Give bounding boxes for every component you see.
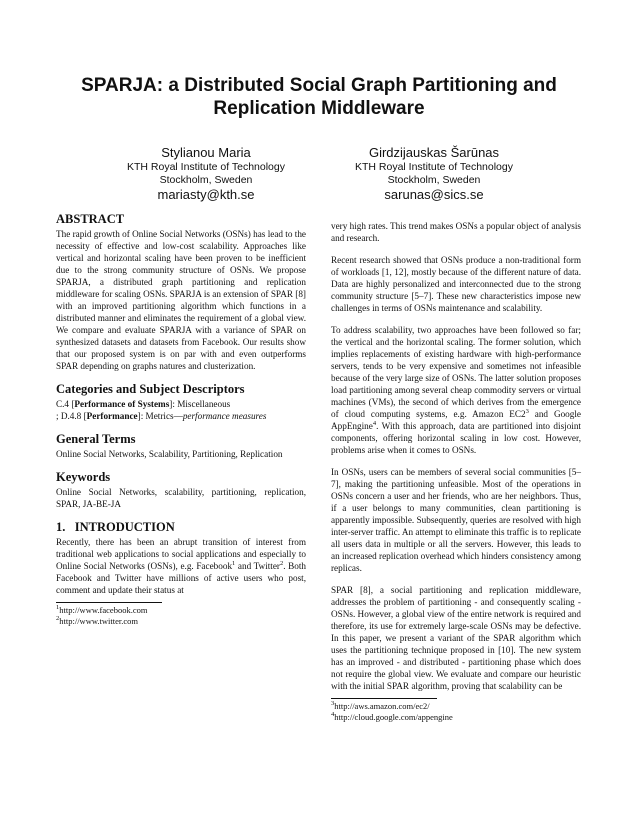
- author-affiliation: KTH Royal Institute of Technology: [127, 161, 285, 173]
- categories-text: [56, 398, 306, 422]
- title-line-1: SPARJA: a Distributed Social Graph Partitioning and: [81, 75, 557, 96]
- footnote-marker: 1: [56, 604, 60, 612]
- body-paragraph: very high rates. This trend makes OSNs a popular object of analysis and research.: [331, 221, 581, 243]
- abstract-heading: ABSTRACT: [56, 212, 125, 226]
- paper-title: [40, 74, 598, 120]
- general-terms-text: Online Social Networks, Scalability, Partitioning, Replication: [56, 449, 283, 459]
- author-email: sarunas@sics.se: [384, 187, 484, 202]
- author-block-2: [314, 145, 554, 202]
- footnote-url: http://www.twitter.com: [59, 616, 139, 626]
- footnote-url: http://www.facebook.com: [59, 605, 148, 615]
- author-city: Stockholm, Sweden: [159, 174, 253, 186]
- author-name: Girdzijauskas Šarūnas: [368, 145, 500, 160]
- intro-part: Recently, there has been an abrupt transition of interest from traditional web applications to social applications and especially to Online Social Networks (OSNs), e.g. Facebook: [56, 537, 306, 571]
- footnote-4: [331, 712, 581, 723]
- cat1-prefix: C.4 [: [56, 399, 75, 409]
- cat2-bold: Performance: [86, 411, 138, 421]
- paragraph-part: To address scalability, two approaches have been followed so far; the vertical and the horizontal scaling. The former solution, which implies replacements of existing hardware with high-performance servers, tends to be very expensive and sometimes not infeasible because of the very large size of OSNs. The latter solution proposes load partitioning among several cheap commodity servers or virtual machines (VMs), the second of which derives from the emergence of cloud computing systems, e.g. Amazon EC2: [331, 325, 581, 419]
- footnote-1: [56, 605, 306, 616]
- left-column: [56, 212, 306, 627]
- footnote-marker: 4: [331, 711, 335, 719]
- body-paragraph: [331, 324, 581, 456]
- paragraph-part: and Google AppEngine: [331, 409, 582, 431]
- categories-heading: Categories and Subject Descriptors: [56, 382, 245, 396]
- cat2-prefix: ; D.4.8 [: [56, 411, 87, 421]
- author-block-1: [86, 145, 326, 202]
- right-column: [331, 220, 581, 723]
- abstract-text: The rapid growth of Online Social Networks (OSNs) has lead to the necessity of effective and low-cost scalability. Approaches like vertical and horizontal scaling have been proven to be inefficient due to the strong community structure of OSNs. We propose SPARJA, a distributed graph partitioning and replication middleware for scaling OSNs. SPARJA is an extension of SPAR [8] with an improved partitioning algorithm which functions in a distributed manner and eliminates the requirement of a global view. We compare and evaluate SPARJA with a variance of SPAR on synthesized datasets and datasets from Facebook. Our results show that our proposed system is on par with and even outperforms SPAR depending on graphs natures and clusterization.: [56, 229, 306, 371]
- footnote-marker: 2: [56, 615, 60, 623]
- introduction-text: [56, 536, 306, 596]
- author-city: Stockholm, Sweden: [387, 174, 481, 186]
- cat2-italic: performance measures: [182, 411, 267, 421]
- cat1-suffix: ]: Miscellaneous: [169, 399, 231, 409]
- keywords-heading: Keywords: [56, 470, 111, 484]
- footnote-url: http://aws.amazon.com/ec2/: [334, 701, 430, 711]
- footnote-url: http://cloud.google.com/appengine: [334, 712, 453, 722]
- footnote-3: [331, 701, 581, 712]
- footnote-marker: 2: [280, 559, 284, 567]
- footnote-marker: 3: [525, 407, 529, 415]
- footnote-marker: 3: [331, 700, 335, 708]
- title-line-2: Replication Middleware: [213, 98, 425, 119]
- footnote-marker: 4: [372, 419, 377, 427]
- cat1-bold: Performance of Systems: [74, 399, 170, 409]
- general-terms-heading: General Terms: [56, 432, 136, 446]
- body-paragraph: In OSNs, users can be members of several social communities [5–7], making the partitioning unfeasible. Most of the operations in OSNs concern a user and her friends, who are her neighbors. Thus, if a user belongs to many communities, clean partitioning is apparently impossible. Subsequently, queries are resolved with high inter-server traffic. An attempt to eliminate this traffic is to replicate all users data in multiple or all the servers. However, this leads to an increased replication overhead which hinders consistency among replicas.: [331, 467, 581, 573]
- introduction-heading: 1. INTRODUCTION: [56, 520, 175, 534]
- intro-part: and Twitter: [235, 561, 280, 571]
- author-email: mariasty@kth.se: [157, 187, 255, 202]
- cat2-mid: ]: Metrics—: [137, 411, 183, 421]
- footnote-divider: [331, 698, 437, 699]
- footnote-divider: [56, 602, 162, 603]
- keywords-text: Online Social Networks, scalability, partitioning, replication, SPAR, JA-BE-JA: [56, 487, 306, 509]
- author-name: Stylianou Maria: [161, 145, 251, 160]
- author-affiliation: KTH Royal Institute of Technology: [355, 161, 513, 173]
- footnote-marker: 1: [232, 559, 236, 567]
- body-paragraph: SPAR [8], a social partitioning and replication middleware, addresses the problem of partitioning - and consequently scaling - OSNs. However, a global view of the entire network is required and therefore, its use for extremely large-scale OSNs may be defective. In this paper, we present a variant of the SPAR algorithm which uses the partitioning technique proposed in [10]. The new system has an improved - and distributed - partitioning phase which does not require the global view. We evaluate and compare our heuristic with the initial SPAR algorithm, proving that scalability can be: [331, 585, 581, 691]
- footnote-2: [56, 616, 306, 627]
- intro-part: . Both Facebook and Twitter have millions of active users who post, comment and update their status at: [56, 561, 307, 595]
- paragraph-part: . With this approach, data are partitioned into disjoint components, offering horizontal scaling in low cost. However, problems arise when it comes to OSNs.: [331, 421, 581, 455]
- body-paragraph: Recent research showed that OSNs produce a non-traditional form of workloads [1, 12], mostly because of the different nature of data. Data are highly personalized and interconnected due to the strong community structure [5–7]. These new characteristics impose new challenges in terms of OSNs maintenance and scalability.: [331, 255, 581, 313]
